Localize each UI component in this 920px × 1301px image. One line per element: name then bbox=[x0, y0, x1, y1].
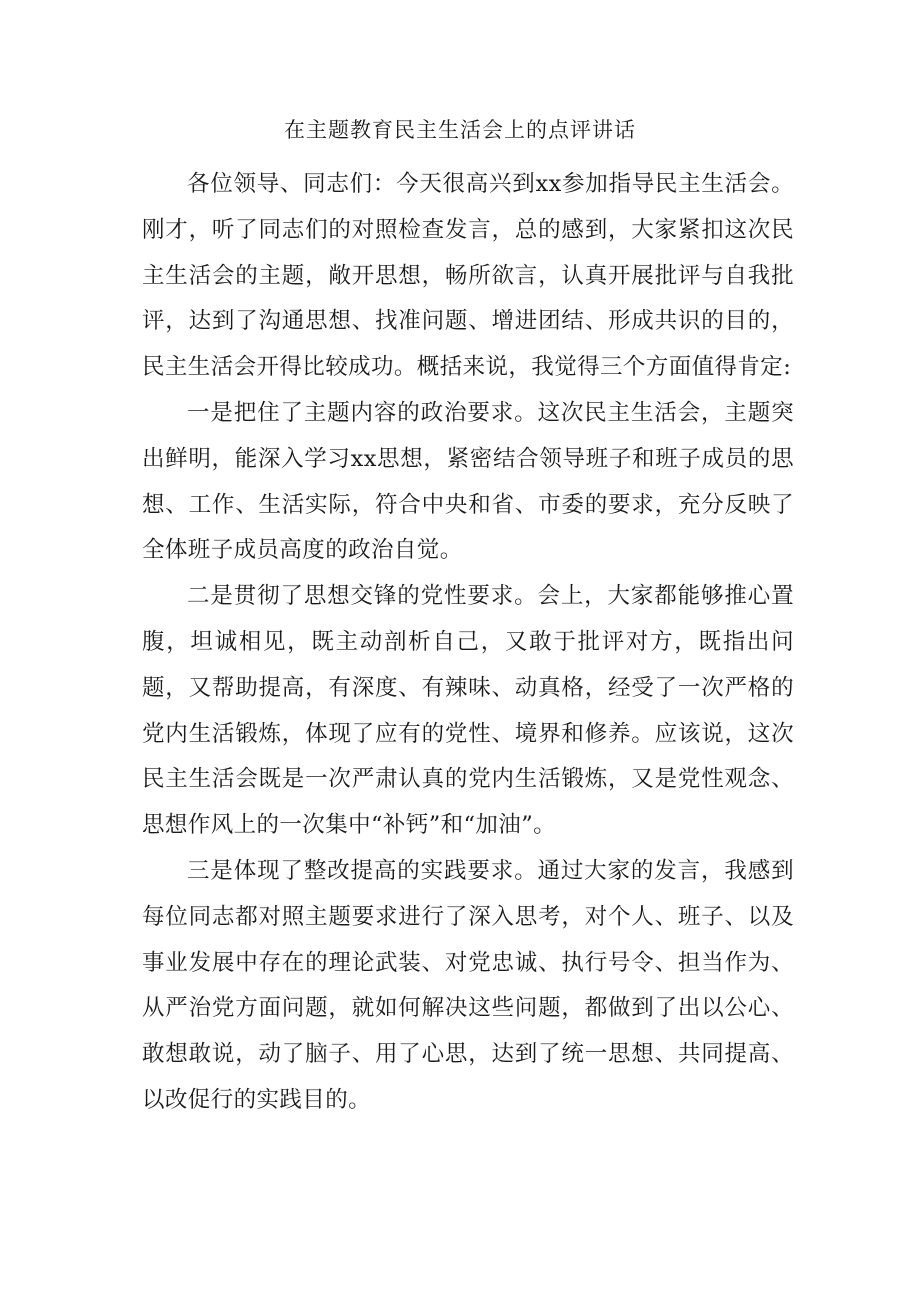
document-title: 在主题教育民主生活会上的点评讲话 bbox=[284, 118, 636, 142]
document-body bbox=[142, 162, 794, 1124]
paragraph-point-three: 三是体现了整改提高的实践要求。通过大家的发言，我感到每位同志都对照主题要求进行了深入思考，对个人、班子、以及事业发展中存在的理论武装、对党忠诚、执行号令、担当作为、从严治党方面问题，就如何解决这些问题，都做到了出以公心、敢想敢说，动了脑子、用了心思，达到了统一思想、共同提高、以改促行的实践目的。 bbox=[142, 857, 794, 1113]
paragraph-opening: 各位领导、同志们：今天很高兴到xx参加指导民主生活会。刚才，听了同志们的对照检查发言，总的感到，大家紧扣这次民主生活会的主题，敞开思想，畅所欲言，认真开展批评与自我批评，达到了沟通思想、找准问题、增进团结、形成共识的目的，民主生活会开得比较成功。概括来说，我觉得三个方面值得肯定: bbox=[142, 171, 794, 381]
paragraph-point-two: 二是贯彻了思想交锋的党性要求。会上，大家都能够推心置腹，坦诚相见，既主动剖析自己，又敢于批评对方，既指出问题，又帮助提高，有深度、有辣味、动真格，经受了一次严格的党内生活锻炼，体现了应有的党性、境界和修养。应该说，这次民主生活会既是一次严肃认真的党内生活锻炼，又是党性观念、思想作风上的一次集中“补钙”和“加油”。 bbox=[142, 583, 794, 839]
paragraph-point-one: 一是把住了主题内容的政治要求。这次民主生活会，主题突出鲜明，能深入学习xx思想，紧密结合领导班子和班子成员的思想、工作、生活实际，符合中央和省、市委的要求，充分反映了全体班子成员高度的政治自觉。 bbox=[142, 399, 794, 564]
